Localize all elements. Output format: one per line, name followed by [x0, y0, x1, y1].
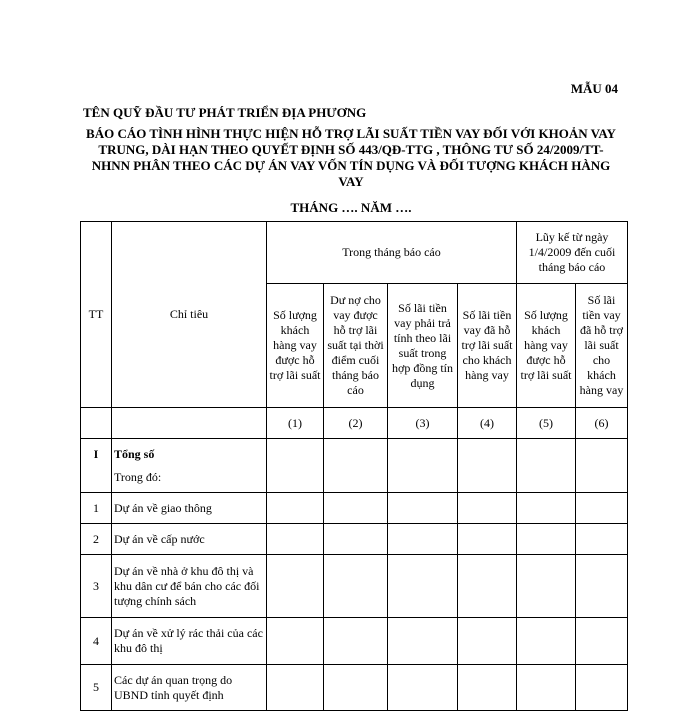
data-cell: [458, 493, 517, 524]
data-cell: [324, 524, 388, 555]
column-number: (5): [517, 408, 576, 439]
data-cell: [517, 665, 576, 711]
column-number: (4): [458, 408, 517, 439]
row-tt: 3: [81, 555, 112, 618]
data-cell: [576, 493, 628, 524]
data-cell: [324, 439, 388, 493]
data-cell: [324, 555, 388, 618]
data-cell: [576, 439, 628, 493]
data-cell: [458, 555, 517, 618]
data-cell: [458, 524, 517, 555]
table-row: [81, 618, 628, 665]
row-label: Dự án về nhà ở khu đô thị và khu dân cư để bán cho các đối tượng chính sách: [112, 555, 267, 618]
data-cell: [517, 555, 576, 618]
row-label: [112, 439, 267, 493]
row-label: Dự án về giao thông: [112, 493, 267, 524]
report-title: BÁO CÁO TÌNH HÌNH THỰC HIỆN HỖ TRỢ LÃI SUẤT TIỀN VAY ĐỐI VỚI KHOẢN VAY TRUNG, DÀI HẠN THEO QUYẾT ĐỊNH SỐ 443/QĐ-TTG , THÔNG TƯ SỐ 24/2009/TT-NHNN PHÂN THEO CÁC DỰ ÁN VAY VỐN TÍN DỤNG VÀ ĐỐI TƯỢNG KHÁCH HÀNG VAY: [86, 126, 616, 189]
data-cell: [517, 524, 576, 555]
data-cell: [388, 618, 458, 665]
column-number: (1): [267, 408, 324, 439]
data-cell: [576, 524, 628, 555]
data-cell: [576, 618, 628, 665]
data-cell: [388, 555, 458, 618]
header-indicator: Chỉ tiêu: [112, 222, 267, 408]
table-row: [81, 493, 628, 524]
data-cell: [267, 555, 324, 618]
column-number-row: [81, 408, 628, 439]
data-cell: [267, 439, 324, 493]
data-cell: [324, 493, 388, 524]
report-table: [80, 221, 628, 711]
org-name: TÊN QUỸ ĐẦU TƯ PHÁT TRIỂN ĐỊA PHƯƠNG: [83, 105, 367, 120]
data-cell: [324, 665, 388, 711]
report-period: THÁNG …. NĂM ….: [290, 200, 412, 215]
row-tt: 1: [81, 493, 112, 524]
row-label: Dự án về xử lý rác thải của các khu đô thị: [112, 618, 267, 665]
column-number: (2): [324, 408, 388, 439]
row-label-sub: Trong đó:: [114, 470, 162, 484]
data-cell: [576, 665, 628, 711]
data-cell: [517, 618, 576, 665]
header-col-3: Số lãi tiền vay phải trả tính theo lãi suất trong hợp đồng tín dụng: [388, 284, 458, 408]
header-tt: TT: [81, 222, 112, 408]
row-label: Dự án về cấp nước: [112, 524, 267, 555]
data-cell: [517, 439, 576, 493]
data-cell: [388, 524, 458, 555]
data-cell: [458, 665, 517, 711]
data-cell: [458, 439, 517, 493]
table-row: [81, 524, 628, 555]
form-code: MẪU 04: [570, 81, 618, 96]
header-col-4: Số lãi tiền vay đã hỗ trợ lãi suất cho khách hàng vay: [458, 284, 517, 408]
data-cell: [388, 493, 458, 524]
header-col-5: Số lượng khách hàng vay được hỗ trợ lãi suất: [517, 284, 576, 408]
data-cell: [388, 439, 458, 493]
row-label: Các dự án quan trọng do UBND tỉnh quyết định: [112, 665, 267, 711]
data-cell: [576, 555, 628, 618]
data-cell: [388, 665, 458, 711]
data-cell: [267, 493, 324, 524]
table-row: [81, 439, 628, 493]
header-group-cumulative: Lũy kế từ ngày 1/4/2009 đến cuối tháng báo cáo: [517, 222, 628, 284]
data-cell: [267, 618, 324, 665]
row-tt: 4: [81, 618, 112, 665]
table-row: [81, 665, 628, 711]
data-cell: [324, 618, 388, 665]
header-col-1: Số lượng khách hàng vay được hỗ trợ lãi suất: [267, 284, 324, 408]
header-group-in-month: Trong tháng báo cáo: [267, 222, 517, 284]
header-col-2: Dư nợ cho vay được hỗ trợ lãi suất tại thời điểm cuối tháng báo cáo: [324, 284, 388, 408]
column-number: (3): [388, 408, 458, 439]
header-col-6: Số lãi tiền vay đã hỗ trợ lãi suất cho khách hàng vay: [576, 284, 628, 408]
row-tt: 2: [81, 524, 112, 555]
empty-cell: [112, 408, 267, 439]
table-row: [81, 555, 628, 618]
row-label-total: Tổng số: [114, 447, 155, 461]
empty-cell: [81, 408, 112, 439]
data-cell: [267, 524, 324, 555]
column-number: (6): [576, 408, 628, 439]
data-cell: [517, 493, 576, 524]
data-cell: [458, 618, 517, 665]
data-cell: [267, 665, 324, 711]
row-tt: 5: [81, 665, 112, 711]
row-tt: I: [81, 439, 112, 493]
